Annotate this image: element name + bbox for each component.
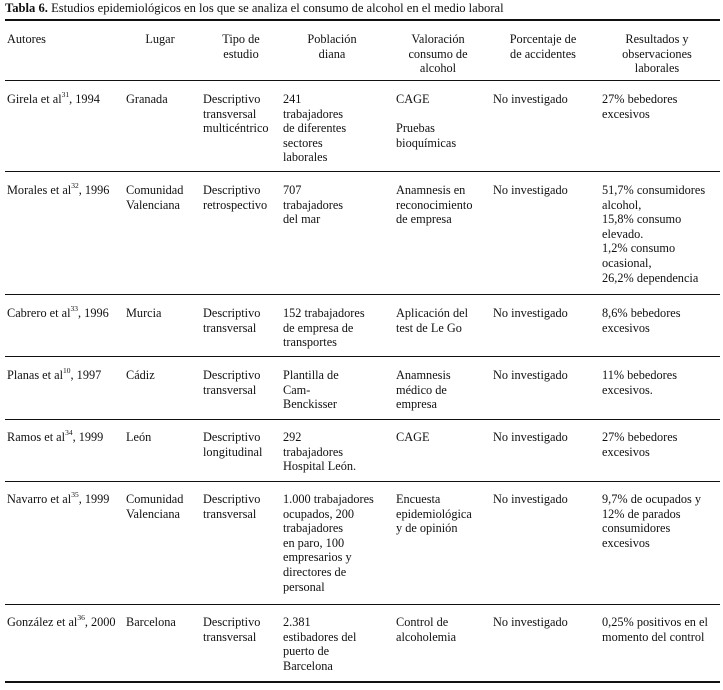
- table-top-rule: [5, 19, 720, 21]
- author-year: , 1996: [78, 183, 110, 197]
- author-name: Ramos et al: [7, 430, 66, 444]
- cell-population: 707 trabajadores del mar: [283, 183, 344, 227]
- cell-place: Granada: [126, 92, 168, 106]
- cell-population: 152 trabajadores de empresa de transportes: [283, 306, 365, 350]
- cell-accidents: No investigado: [493, 92, 568, 106]
- cell-accidents: No investigado: [493, 615, 568, 629]
- author-year: , 1996: [78, 306, 109, 320]
- cell-alcohol-assessment: CAGE: [396, 430, 430, 444]
- cell-results: 27% bebedores excesivos: [602, 92, 678, 121]
- cell-place: Comunidad Valenciana: [126, 183, 184, 212]
- cell-population: 292 trabajadores Hospital León.: [283, 430, 357, 474]
- cell-place: Cádiz: [126, 368, 155, 382]
- cell-study-type: Descriptivo transversal: [203, 306, 261, 335]
- author-name: González et al: [7, 615, 78, 629]
- header-bottom-rule: [5, 80, 720, 81]
- table-caption: [5, 1, 504, 16]
- cell-author: [7, 89, 120, 107]
- author-reference: 33: [70, 303, 79, 313]
- table-bottom-rule: [5, 681, 720, 683]
- author-reference: 10: [63, 365, 71, 375]
- cell-results: 27% bebedores excesivos: [602, 430, 678, 459]
- cell-author: [7, 489, 120, 507]
- cell-population: 1.000 trabajadores ocupados, 200 trabajadores en paro, 100 empresarios y directores de personal: [283, 492, 374, 594]
- cell-population: 241 trabajadores de diferentes sectores laborales: [283, 92, 347, 165]
- author-year: , 1999: [72, 430, 104, 444]
- cell-place: León: [126, 430, 152, 444]
- cell-results: 8,6% bebedores excesivos: [602, 306, 681, 335]
- cell-author: [7, 612, 120, 630]
- row-divider: [5, 419, 720, 420]
- cell-population: Plantilla de Cam- Benckisser: [283, 368, 339, 412]
- author-name: Navarro et al: [7, 492, 72, 506]
- cell-study-type: Descriptivo retrospectivo: [203, 183, 268, 212]
- header-valoracion-alcohol: Valoración consumo de alcohol: [408, 32, 468, 76]
- table-caption-label: Tabla 6.: [5, 1, 48, 15]
- author-year: , 1999: [78, 492, 110, 506]
- cell-results: 51,7% consumidores alcohol, 15,8% consumo elevado. 1,2% consumo ocasional, 26,2% dependencia: [602, 183, 706, 285]
- header-resultados: Resultados y observaciones laborales: [622, 32, 692, 76]
- cell-study-type: Descriptivo transversal: [203, 492, 261, 521]
- cell-results: 11% bebedores excesivos.: [602, 368, 678, 397]
- author-name: Planas et al: [7, 368, 64, 382]
- author-year: , 2000: [84, 615, 116, 629]
- cell-author: [7, 180, 120, 198]
- author-name: Girela et al: [7, 92, 62, 106]
- cell-study-type: Descriptivo longitudinal: [203, 430, 263, 459]
- author-name: Morales et al: [7, 183, 72, 197]
- header-porcentaje-accidentes: Porcentaje de de accidentes: [509, 32, 577, 61]
- row-divider: [5, 604, 720, 605]
- cell-place: Barcelona: [126, 615, 176, 629]
- author-reference: 32: [71, 180, 79, 190]
- cell-alcohol-assessment: Anamnesis médico de empresa: [396, 368, 451, 412]
- cell-alcohol-assessment: Aplicación del test de Le Go: [396, 306, 469, 335]
- header-poblacion-diana: Población diana: [307, 32, 357, 61]
- author-year: , 1994: [69, 92, 100, 106]
- author-reference: 31: [61, 89, 70, 99]
- header-autores: Autores: [7, 32, 46, 46]
- cell-population: 2.381 estibadores del puerto de Barcelona: [283, 615, 357, 673]
- cell-alcohol-assessment: Anamnesis en reconocimiento de empresa: [396, 183, 473, 227]
- cell-study-type: Descriptivo transversal multicéntrico: [203, 92, 269, 136]
- header-lugar: Lugar: [145, 32, 175, 46]
- cell-accidents: No investigado: [493, 306, 568, 320]
- row-divider: [5, 356, 720, 357]
- cell-author: [7, 303, 120, 321]
- cell-accidents: No investigado: [493, 492, 568, 506]
- cell-accidents: No investigado: [493, 368, 568, 382]
- cell-alcohol-assessment: Encuesta epidemiológica y de opinión: [396, 492, 472, 536]
- cell-author: [7, 427, 120, 445]
- header-tipo-estudio: Tipo de estudio: [222, 32, 260, 61]
- cell-accidents: No investigado: [493, 430, 568, 444]
- cell-accidents: No investigado: [493, 183, 568, 197]
- cell-place: Comunidad Valenciana: [126, 492, 184, 521]
- author-reference: 36: [77, 612, 85, 622]
- cell-author: [7, 365, 120, 383]
- cell-alcohol-assessment: Control de alcoholemia: [396, 615, 457, 644]
- cell-results: 0,25% positivos en el momento del control: [602, 615, 708, 644]
- cell-alcohol-assessment: CAGE Pruebas bioquímicas: [396, 92, 457, 150]
- cell-study-type: Descriptivo transversal: [203, 615, 261, 644]
- row-divider: [5, 171, 720, 172]
- table-caption-text: Estudios epidemiológicos en los que se analiza el consumo de alcohol en el medio laboral: [47, 1, 504, 15]
- author-reference: 35: [71, 489, 79, 499]
- cell-study-type: Descriptivo transversal: [203, 368, 261, 397]
- row-divider: [5, 481, 720, 482]
- author-reference: 34: [65, 427, 73, 437]
- cell-results: 9,7% de ocupados y 12% de parados consumidores excesivos: [602, 492, 702, 550]
- author-name: Cabrero et al: [7, 306, 71, 320]
- author-year: , 1997: [70, 368, 102, 382]
- cell-place: Murcia: [126, 306, 162, 320]
- row-divider: [5, 294, 720, 295]
